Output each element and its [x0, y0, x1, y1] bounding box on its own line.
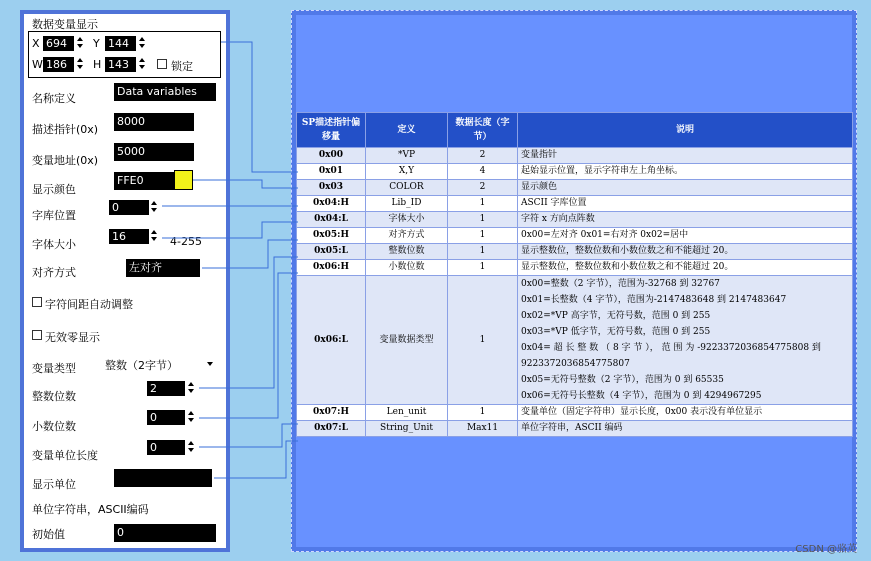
- table-row: [297, 276, 853, 405]
- dec-digits-input[interactable]: 0: [147, 410, 185, 425]
- unit-input[interactable]: [114, 469, 212, 487]
- color-label: 显示颜色: [32, 183, 76, 196]
- w-input[interactable]: 186: [43, 57, 74, 72]
- description-cell: 显示颜色: [518, 180, 853, 196]
- connector-xy: [221, 42, 298, 172]
- name-label: 名称定义: [32, 92, 76, 105]
- unit-len-label: 变量单位长度: [32, 449, 98, 462]
- x-spinner[interactable]: [75, 36, 86, 50]
- table-row: [297, 421, 853, 437]
- type-line: 0x05=无符号整数（2 字节），范围为 0 到 65535: [521, 375, 724, 385]
- desc-pointer-input[interactable]: 8000: [114, 113, 194, 131]
- auto-spacing-checkbox[interactable]: [32, 297, 42, 307]
- definition-cell: 小数位数: [366, 260, 448, 276]
- definition-cell: 字体大小: [366, 212, 448, 228]
- description-cell: 显示整数位，整数位数和小数位数之和不能超过 20。: [518, 244, 853, 260]
- watermark: CSDN @骆英: [795, 544, 857, 555]
- align-select[interactable]: 左对齐: [126, 259, 200, 277]
- int-digits-input[interactable]: 2: [147, 381, 185, 396]
- font-size-label: 字体大小: [32, 238, 76, 251]
- h-label: H: [93, 58, 102, 71]
- font-size-range: 4-255: [170, 235, 202, 248]
- definition-cell: Lib_ID: [366, 196, 448, 212]
- init-value-input[interactable]: 0: [114, 524, 216, 542]
- definition-cell: *VP: [366, 148, 448, 164]
- no-zero-checkbox[interactable]: [32, 330, 42, 340]
- unit-note: 单位字符串，ASCII编码: [32, 503, 149, 516]
- length-cell: 4: [448, 164, 518, 180]
- font-size-input[interactable]: 16: [109, 229, 149, 244]
- h-input[interactable]: 143: [105, 57, 136, 72]
- description-cell: 字符 x 方向点阵数: [518, 212, 853, 228]
- w-spinner[interactable]: [75, 57, 86, 71]
- type-line: 0x03=*VP 低字节，无符号数，范围 0 到 255: [521, 327, 711, 337]
- length-cell: Max11: [448, 421, 518, 437]
- header-offset: SP描述指针偏移量: [297, 113, 366, 148]
- offset-cell: 0x06:L: [297, 276, 366, 405]
- length-cell: 2: [448, 180, 518, 196]
- length-cell: 2: [448, 148, 518, 164]
- table-row: [297, 405, 853, 421]
- table-row: [297, 244, 853, 260]
- w-label: W: [32, 58, 43, 71]
- description-cell: [518, 276, 853, 405]
- length-cell: 1: [448, 212, 518, 228]
- int-digits-label: 整数位数: [32, 390, 76, 403]
- type-line: 0x02=*VP 高字节，无符号数，范围 0 到 255: [521, 311, 711, 321]
- type-line: 0x04= 超 长 整 数 （ 8 字 节 ）， 范 围 为 -9223372036854775808 到 9223372036854775807: [521, 343, 821, 369]
- table-row: [297, 164, 853, 180]
- length-cell: 1: [448, 228, 518, 244]
- y-input[interactable]: 144: [105, 36, 136, 51]
- definition-cell: X,Y: [366, 164, 448, 180]
- offset-cell: 0x00: [297, 148, 366, 164]
- font-lib-label: 字库位置: [32, 209, 76, 222]
- chevron-down-icon[interactable]: [207, 362, 213, 366]
- table-header-row: [297, 113, 853, 148]
- h-spinner[interactable]: [137, 57, 148, 71]
- description-cell: 起始显示位置，显示字符串左上角坐标。: [518, 164, 853, 180]
- offset-cell: 0x07:H: [297, 405, 366, 421]
- offset-cell: 0x03: [297, 180, 366, 196]
- dec-digits-spinner[interactable]: [186, 410, 197, 424]
- var-addr-label: 变量地址(0x): [32, 154, 99, 167]
- offset-cell: 0x05:L: [297, 244, 366, 260]
- offset-cell: 0x07:L: [297, 421, 366, 437]
- int-digits-spinner[interactable]: [186, 381, 197, 395]
- table-row: [297, 212, 853, 228]
- length-cell: 1: [448, 260, 518, 276]
- auto-spacing-label: 字符间距自动调整: [45, 298, 133, 311]
- description-cell: 0x00=左对齐 0x01=右对齐 0x02=居中: [518, 228, 853, 244]
- table-row: [297, 196, 853, 212]
- no-zero-label: 无效零显示: [45, 331, 100, 344]
- description-cell: ASCII 字库位置: [518, 196, 853, 212]
- desc-pointer-label: 描述指针(0x): [32, 123, 99, 136]
- type-line: 0x01=长整数（4 字节），范围为-2147483648 到 2147483647: [521, 295, 787, 305]
- sp-descriptor-table: [296, 112, 853, 437]
- color-swatch[interactable]: [174, 170, 193, 190]
- length-cell: 1: [448, 244, 518, 260]
- type-line: 0x00=整数（2 字节），范围为-32768 到 32767: [521, 279, 720, 289]
- type-line: 0x06=无符号长整数（4 字节），范围为 0 到 4294967295: [521, 391, 762, 401]
- offset-cell: 0x04:H: [297, 196, 366, 212]
- header-definition: 定义: [366, 113, 448, 148]
- panel-title: 数据变量显示: [32, 18, 98, 31]
- font-lib-input[interactable]: 0: [109, 200, 149, 215]
- offset-cell: 0x06:H: [297, 260, 366, 276]
- definition-cell: Len_unit: [366, 405, 448, 421]
- font-lib-spinner[interactable]: [149, 200, 160, 214]
- definition-cell: 整数位数: [366, 244, 448, 260]
- name-input[interactable]: Data variables: [114, 83, 216, 101]
- table-row: [297, 180, 853, 196]
- align-label: 对齐方式: [32, 266, 76, 279]
- definition-cell: 变量数据类型: [366, 276, 448, 405]
- length-cell: 1: [448, 196, 518, 212]
- header-length: 数据长度（字节）: [448, 113, 518, 148]
- length-cell: 1: [448, 276, 518, 405]
- table-row: [297, 228, 853, 244]
- x-label: X: [32, 37, 40, 50]
- init-value-label: 初始值: [32, 528, 65, 541]
- offset-cell: 0x01: [297, 164, 366, 180]
- var-type-label: 变量类型: [32, 362, 76, 375]
- header-description: 说明: [518, 113, 853, 148]
- table-row: [297, 260, 853, 276]
- definition-cell: COLOR: [366, 180, 448, 196]
- length-cell: 1: [448, 405, 518, 421]
- lock-label: 锁定: [171, 60, 193, 73]
- lock-checkbox[interactable]: [157, 59, 167, 69]
- var-addr-input[interactable]: 5000: [114, 143, 194, 161]
- table-row: [297, 148, 853, 164]
- x-input[interactable]: 694: [43, 36, 74, 51]
- unit-len-spinner[interactable]: [186, 440, 197, 454]
- offset-cell: 0x04:L: [297, 212, 366, 228]
- description-cell: 变量单位（固定字符串）显示长度，0x00 表示没有单位显示: [518, 405, 853, 421]
- var-type-select[interactable]: 整数（2字节）: [105, 359, 178, 372]
- description-cell: 变量指针: [518, 148, 853, 164]
- color-input[interactable]: FFE0: [114, 172, 176, 190]
- definition-cell: String_Unit: [366, 421, 448, 437]
- dec-digits-label: 小数位数: [32, 420, 76, 433]
- font-size-spinner[interactable]: [149, 229, 160, 243]
- description-cell: 单位字符串，ASCII 编码: [518, 421, 853, 437]
- y-label: Y: [93, 37, 100, 50]
- unit-label: 显示单位: [32, 478, 76, 491]
- unit-len-input[interactable]: 0: [147, 440, 185, 455]
- definition-cell: 对齐方式: [366, 228, 448, 244]
- offset-cell: 0x05:H: [297, 228, 366, 244]
- description-cell: 显示整数位，整数位数和小数位数之和不能超过 20。: [518, 260, 853, 276]
- y-spinner[interactable]: [137, 36, 148, 50]
